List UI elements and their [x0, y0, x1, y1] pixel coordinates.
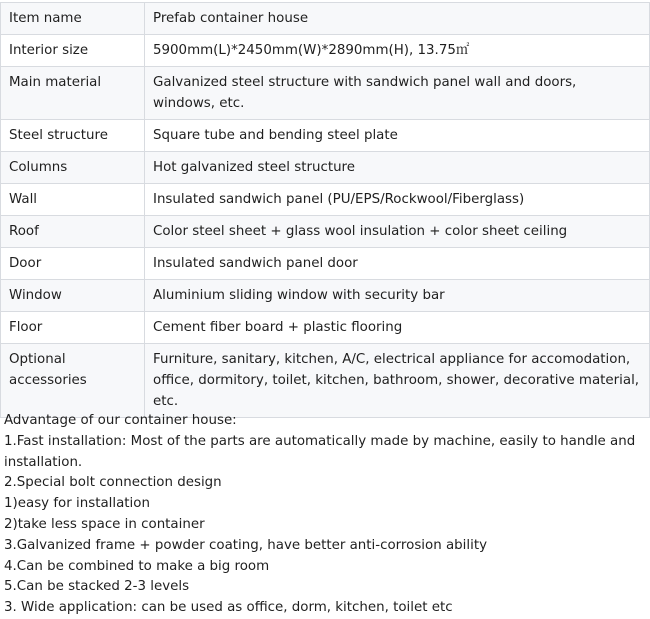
advantage-line: 3.Galvanized frame + powder coating, have better anti-corrosion ability [4, 537, 488, 553]
row-value: Square tube and bending steel plate [145, 120, 650, 152]
advantage-line: 1.Fast installation: Most of the parts are automatically made by machine, easily to handle and installation. [4, 433, 636, 470]
spec-table [0, 2, 650, 418]
table-row [1, 35, 650, 67]
row-label: Interior size [1, 35, 145, 67]
row-value: Aluminium sliding window with security bar [145, 280, 650, 312]
row-label: Optional accessories [1, 344, 145, 418]
advantages-heading: Advantage of our container house: [4, 413, 237, 428]
table-row [1, 280, 650, 312]
advantage-line: 3. Wide application: can be used as office, dorm, kitchen, toilet etc [4, 600, 453, 616]
row-value: Cement fiber board + plastic flooring [145, 312, 650, 344]
row-label: Floor [1, 312, 145, 344]
row-label: Item name [1, 3, 145, 35]
advantage-line: 2.Special bolt connection design [4, 475, 222, 491]
advantage-line: 2)take less space in container [4, 516, 205, 532]
row-value: Hot galvanized steel structure [145, 152, 650, 184]
advantage-line: 5.Can be stacked 2-3 levels [4, 579, 190, 595]
table-row [1, 312, 650, 344]
row-value: Insulated sandwich panel door [145, 248, 650, 280]
table-row [1, 120, 650, 152]
row-value: 5900mm(L)*2450mm(W)*2890mm(H), 13.75㎡ [145, 35, 650, 67]
advantage-line: 1)easy for installation [4, 496, 150, 512]
table-row [1, 344, 650, 418]
table-row [1, 67, 650, 120]
row-label: Columns [1, 152, 145, 184]
table-row [1, 184, 650, 216]
row-label: Main material [1, 67, 145, 120]
table-row [1, 3, 650, 35]
row-value: Insulated sandwich panel (PU/EPS/Rockwool/Fiberglass) [145, 184, 650, 216]
row-value: Prefab container house [145, 3, 650, 35]
row-label: Window [1, 280, 145, 312]
row-label: Steel structure [1, 120, 145, 152]
row-value: Color steel sheet + glass wool insulation + color sheet ceiling [145, 216, 650, 248]
table-row [1, 248, 650, 280]
advantages-section [4, 411, 646, 619]
row-label: Wall [1, 184, 145, 216]
row-label: Door [1, 248, 145, 280]
row-label: Roof [1, 216, 145, 248]
row-value: Furniture, sanitary, kitchen, A/C, electrical appliance for accomodation, office, dormitory, toilet, kitchen, bathroom, shower, decorative material, etc. [145, 344, 650, 418]
advantage-line: 4.Can be combined to make a big room [4, 558, 270, 574]
row-value: Galvanized steel structure with sandwich panel wall and doors, windows, etc. [145, 67, 650, 120]
table-row [1, 216, 650, 248]
table-row [1, 152, 650, 184]
